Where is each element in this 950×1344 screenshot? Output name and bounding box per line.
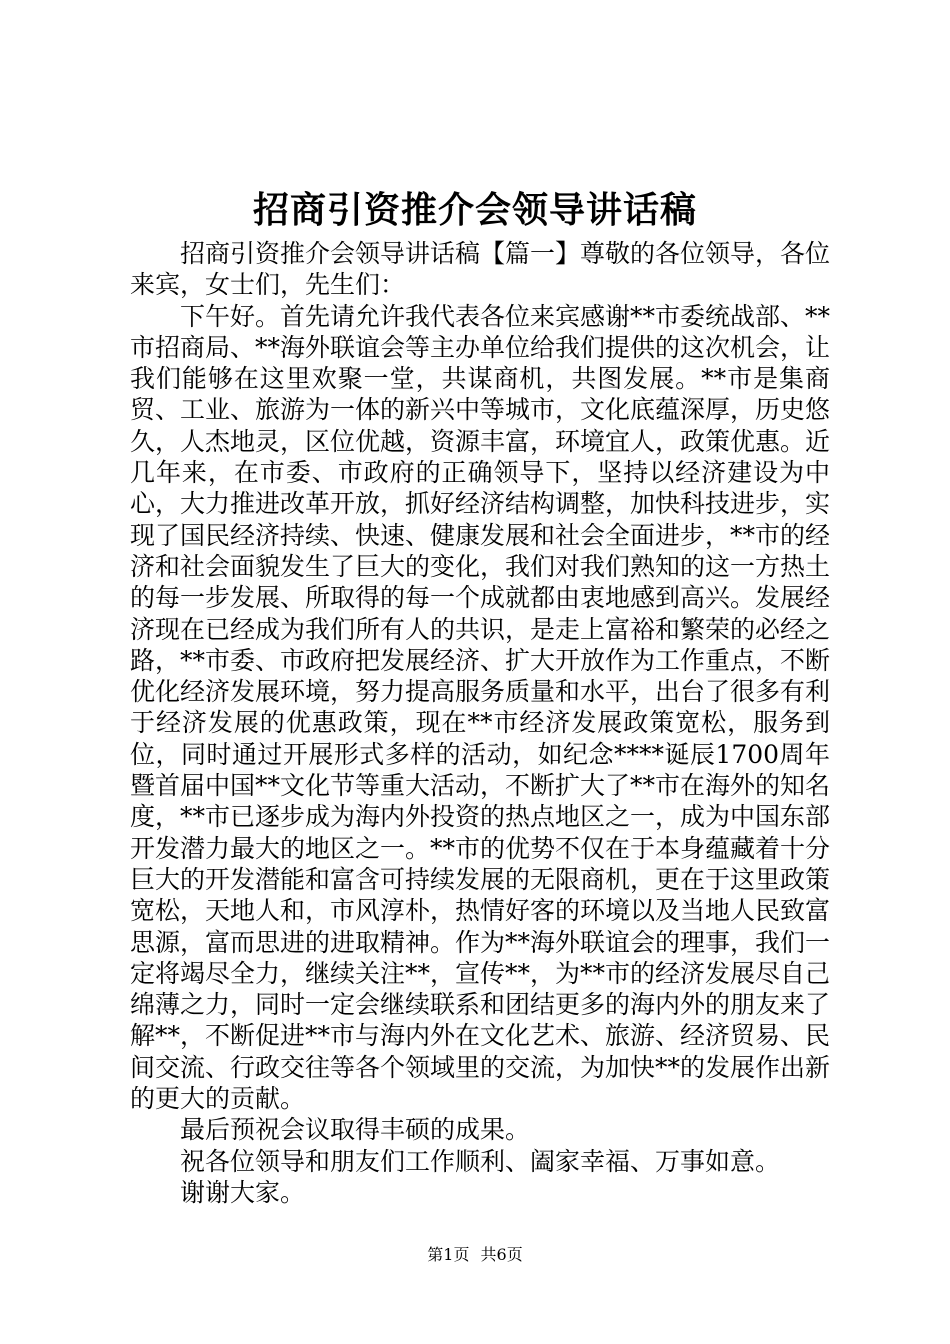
paragraph-salutation: 招商引资推介会领导讲话稿【篇一】尊敬的各位领导，各位来宾，女士们，先生们：	[130, 239, 831, 300]
paragraph-wish: 最后预祝会议取得丰硕的成果。	[180, 1115, 531, 1145]
page-total: 共6页	[480, 1245, 523, 1264]
paragraph-main: 下午好。首先请允许我代表各位来宾感谢**市委统战部、**市招商局、**海外联谊会等主办单位给我们提供的这次机会，让我们能够在这里欢聚一堂，共谋商机，共图发展。**市是集商贸、工业、旅游为一体的新兴中等城市，文化底蕴深厚，历史悠久，人杰地灵，区位优越，资源丰富，环境宜人，政策优惠。近几年来，在市委、市政府的正确领导下，坚持以经济建设为中心，大力推进改革开放，抓好经济结构调整，加快科技进步，实现了国民经济持续、快速、健康发展和社会全面进步，**市的经济和社会面貌发生了巨大的变化，我们对我们熟知的这一方热土的每一步发展、所取得的每一个成就都由衷地感到高兴。发展经济现在已经成为我们所有人的共识，是走上富裕和繁荣的必经之路，**市委、市政府把发展经济、扩大开放作为工作重点，不断优化经济发展环境，努力提高服务质量和水平，出台了很多有利于经济发展的优惠政策，现在**市经济发展政策宽松，服务到位，同时通过开展形式多样的活动，如纪念****诞辰1700周年暨首届中国**文化节等重大活动，不断扩大了**市在海外的知名度，**市已逐步成为海内外投资的热点地区之一，成为中国东部开发潜力最大的地区之一。**市的优势不仅在于本身蕴藏着十分巨大的开发潜能和富含可持续发展的无限商机，更在于这里政策宽松，天地人和，市风淳朴，热情好客的环境以及当地人民致富思源，富而思进的进取精神。作为**海外联谊会的理事，我们一定将竭尽全力，继续关注**，宣传**，为**市的经济发展尽自己绵薄之力，同时一定会继续联系和团结更多的海内外的朋友来了解**，不断促进**市与海内外在文化艺术、旅游、经济贸易、民间交流、行政交往等各个领域里的交流，为加快**的发展作出新的更大的贡献。	[130, 301, 831, 1114]
page-footer	[0, 1244, 950, 1266]
paragraph-thanks: 谢谢大家。	[180, 1177, 306, 1207]
paragraph-blessing: 祝各位领导和朋友们工作顺利、阖家幸福、万事如意。	[180, 1146, 781, 1176]
page-number: 第1页	[427, 1245, 470, 1264]
document-title: 招商引资推介会领导讲话稿	[252, 189, 697, 231]
document-body	[130, 238, 830, 1208]
